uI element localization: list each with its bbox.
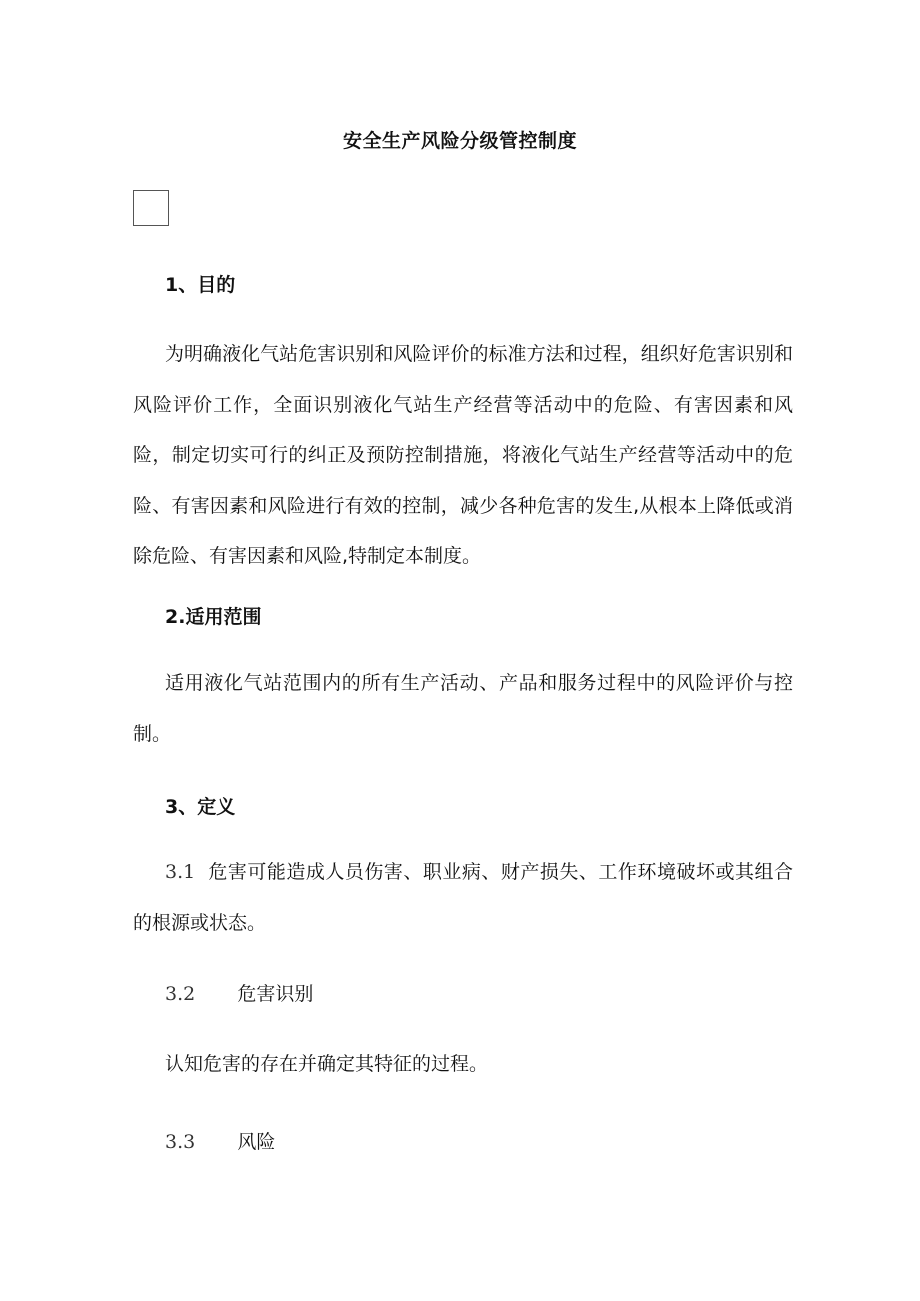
definition-item-3-2 (165, 979, 313, 1006)
definition-number: 3.3 (165, 1131, 196, 1153)
section-body-purpose: 为明确液化气站危害识别和风险评价的标准方法和过程，组织好危害识别和风险评价工作，全面识别液化气站生产经营等活动中的危险、有害因素和风险，制定切实可行的纠正及预防控制措施，将液化气站生产经营等活动中的危险、有害因素和风险进行有效的控制，减少各种危害的发生,从根本上降低或消除危险、有害因素和风险,特制定本制度。 (133, 343, 793, 567)
section-heading-purpose: 1、目的 (165, 274, 236, 296)
definition-text-3-2: 认知危害的存在并确定其特征的过程。 (165, 1053, 489, 1075)
section-heading-scope: 2.适用范围 (165, 606, 262, 628)
checkbox-icon[interactable] (133, 190, 169, 226)
definition-item-3-1 (133, 847, 793, 948)
section-body-scope: 适用液化气站范围内的所有生产活动、产品和服务过程中的风险评价与控制。 (133, 672, 793, 745)
section-heading-definitions: 3、定义 (165, 796, 236, 818)
definition-number: 3.1 (165, 861, 196, 883)
definition-term: 危害识别 (237, 983, 314, 1005)
definition-term: 风险 (237, 1131, 276, 1153)
definition-item-3-3 (165, 1127, 275, 1154)
definition-text: 危害可能造成人员伤害、职业病、财产损失、工作环境破坏或其组合的根源或状态。 (133, 861, 793, 934)
definition-number: 3.2 (165, 983, 196, 1005)
document-title: 安全生产风险分级管控制度 (342, 130, 577, 152)
